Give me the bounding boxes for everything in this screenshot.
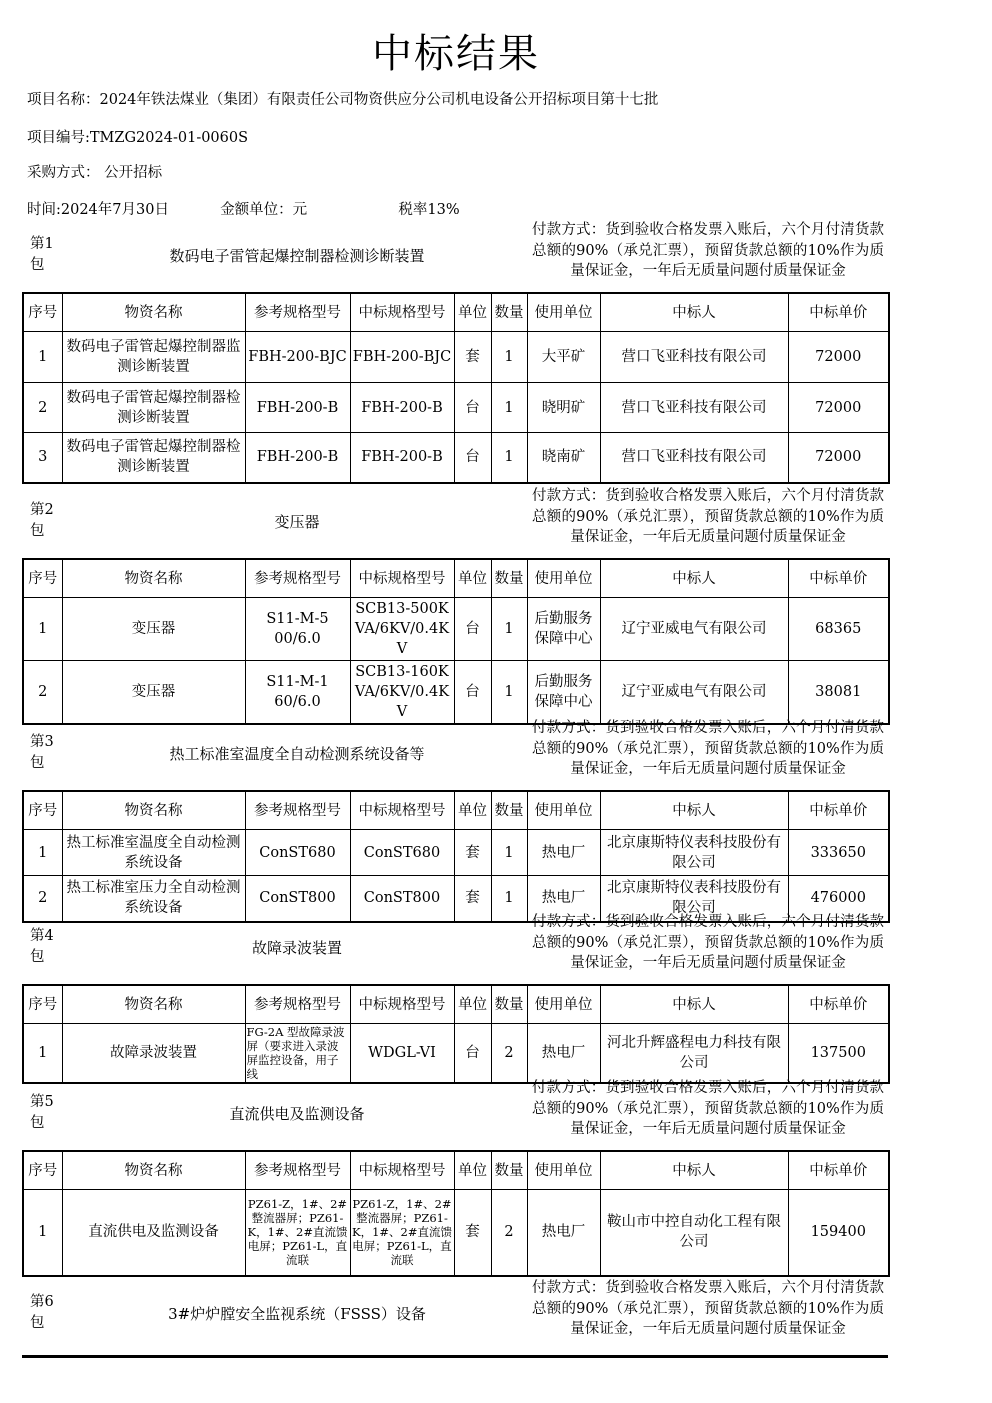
package-name: 热工标准室温度全自动检测系统设备等 [169, 745, 425, 763]
cell-ref-spec: FBH-200-B [245, 383, 350, 433]
cell-winner: 营口飞亚科技有限公司 [600, 332, 788, 383]
col-ref-spec: 参考规格型号 [245, 1151, 350, 1190]
table-row [23, 332, 889, 383]
col-ref-spec: 参考规格型号 [245, 559, 350, 598]
col-unit: 单位 [454, 985, 491, 1024]
col-name: 物资名称 [62, 985, 245, 1024]
package-number: 第2包 [30, 502, 54, 539]
col-qty: 数量 [491, 1151, 527, 1190]
package-3 [22, 720, 888, 923]
cell-qty: 1 [491, 598, 527, 661]
cell-ref-spec: ConST800 [245, 876, 350, 922]
ref-spec-text: PZ61-Z，1#、2#整流器屏；PZ61-K，1#、2#直流馈电屏；PZ61-L，直流联 [247, 1197, 348, 1268]
package-number: 第5包 [30, 1094, 54, 1131]
col-seq: 序号 [23, 293, 62, 332]
cell-seq: 1 [23, 1190, 62, 1276]
package-name: 直流供电及监测设备 [229, 1105, 365, 1123]
col-winner: 中标人 [600, 791, 788, 830]
col-ref-spec: 参考规格型号 [245, 791, 350, 830]
cell-seq: 1 [23, 598, 62, 661]
col-unit: 单位 [454, 293, 491, 332]
cell-name: 故障录波装置 [62, 1024, 245, 1083]
package-name: 数码电子雷管起爆控制器检测诊断装置 [169, 247, 425, 265]
col-price: 中标单价 [788, 791, 889, 830]
cell-name: 数码电子雷管起爆控制器监测诊断装置 [62, 332, 245, 383]
cell-price: 68365 [788, 598, 889, 661]
package-1 [22, 222, 888, 484]
cell-name: 变压器 [62, 661, 245, 724]
cell-bid-spec: FBH-200-B [350, 383, 454, 433]
cell-winner: 鞍山市中控自动化工程有限公司 [600, 1190, 788, 1276]
cell-bid-spec: WDGL-VI [350, 1024, 454, 1083]
payment-terms: 付款方式：货到验收合格发票入账后，六个月付清货款总额的90%（承兑汇票），预留货款总额的10%作为质量保证金，一年后无质量问题付质量保证金 [532, 914, 884, 971]
cell-unit: 套 [454, 332, 491, 383]
header-row [23, 791, 889, 830]
cell-winner: 辽宁亚威电气有限公司 [600, 598, 788, 661]
cell-ref-spec: FBH-200-BJC [245, 332, 350, 383]
cell-bid-spec: SCB13-500KVA/6KV/0.4KV [350, 598, 454, 661]
col-bid-spec: 中标规格型号 [350, 1151, 454, 1190]
col-bid-spec: 中标规格型号 [350, 293, 454, 332]
cell-qty: 2 [491, 1190, 527, 1276]
cell-bid-spec: FBH-200-B [350, 433, 454, 483]
cell-unit: 台 [454, 433, 491, 483]
col-bid-spec: 中标规格型号 [350, 559, 454, 598]
col-user: 使用单位 [527, 559, 600, 598]
package-table [22, 292, 890, 484]
cell-price: 72000 [788, 383, 889, 433]
cell-seq: 1 [23, 830, 62, 876]
col-unit: 单位 [454, 1151, 491, 1190]
col-user: 使用单位 [527, 985, 600, 1024]
header-row [23, 985, 889, 1024]
project-name: 项目名称：2024年铁法煤业（集团）有限责任公司物资供应分公司机电设备公开招标项目第十七批 [27, 92, 659, 108]
col-price: 中标单价 [788, 985, 889, 1024]
package-number: 第1包 [30, 236, 54, 273]
col-winner: 中标人 [600, 1151, 788, 1190]
table-row [23, 598, 889, 661]
cell-name: 数码电子雷管起爆控制器检测诊断装置 [62, 433, 245, 483]
cell-winner: 辽宁亚威电气有限公司 [600, 661, 788, 724]
cell-winner: 河北升辉盛程电力科技有限公司 [600, 1024, 788, 1083]
cell-price: 476000 [788, 876, 889, 922]
package-6 [22, 1280, 888, 1350]
cell-seq: 2 [23, 876, 62, 922]
col-winner: 中标人 [600, 293, 788, 332]
cell-winner: 北京康斯特仪表科技股份有限公司 [600, 876, 788, 922]
cell-price: 159400 [788, 1190, 889, 1276]
cell-bid-spec [350, 1190, 454, 1276]
cell-user: 后勤服务保障中心 [527, 598, 600, 661]
col-user: 使用单位 [527, 293, 600, 332]
cell-user: 后勤服务保障中心 [527, 661, 600, 724]
bid-spec-text: PZ61-Z，1#、2#整流器屏；PZ61-K，1#、2#直流馈电屏；PZ61-L，直流联 [352, 1197, 452, 1268]
cell-qty: 1 [491, 876, 527, 922]
col-seq: 序号 [23, 1151, 62, 1190]
cell-unit: 套 [454, 830, 491, 876]
cell-name: 热工标准室压力全自动检测系统设备 [62, 876, 245, 922]
cell-name: 热工标准室温度全自动检测系统设备 [62, 830, 245, 876]
col-qty: 数量 [491, 985, 527, 1024]
tax-rate: 税率13% [398, 202, 460, 218]
cell-qty: 1 [491, 830, 527, 876]
col-bid-spec: 中标规格型号 [350, 985, 454, 1024]
col-price: 中标单价 [788, 1151, 889, 1190]
header-row [23, 1151, 889, 1190]
col-name: 物资名称 [62, 791, 245, 830]
col-price: 中标单价 [788, 559, 889, 598]
cell-qty: 1 [491, 433, 527, 483]
currency-unit: 金额单位：元 [220, 202, 308, 218]
cell-ref-spec [245, 1190, 350, 1276]
cell-unit: 台 [454, 383, 491, 433]
cell-price: 38081 [788, 661, 889, 724]
cell-seq: 1 [23, 1024, 62, 1083]
package-table [22, 1150, 890, 1277]
col-bid-spec: 中标规格型号 [350, 791, 454, 830]
cell-name: 数码电子雷管起爆控制器检测诊断装置 [62, 383, 245, 433]
cell-seq: 1 [23, 332, 62, 383]
cell-bid-spec: ConST680 [350, 830, 454, 876]
payment-terms: 付款方式：货到验收合格发票入账后，六个月付清货款总额的90%（承兑汇票），预留货款总额的10%作为质量保证金，一年后无质量问题付质量保证金 [532, 1280, 884, 1337]
header-row [23, 559, 889, 598]
cell-qty: 1 [491, 383, 527, 433]
cell-ref-spec: S11-M-500/6.0 [245, 598, 350, 661]
package-table [22, 984, 890, 1084]
package-4 [22, 914, 888, 1084]
table-top-border [22, 1355, 888, 1358]
col-user: 使用单位 [527, 1151, 600, 1190]
package-table [22, 790, 890, 923]
table-row [23, 383, 889, 433]
col-qty: 数量 [491, 791, 527, 830]
package-5 [22, 1080, 888, 1277]
col-winner: 中标人 [600, 985, 788, 1024]
col-name: 物资名称 [62, 293, 245, 332]
cell-ref-spec: FBH-200-B [245, 433, 350, 483]
cell-qty: 1 [491, 661, 527, 724]
page-title: 中标结果 [372, 31, 540, 77]
ref-spec-text: FG-2A 型故障录波屏（要求进入录波屏监控设备，用子线 [246, 1024, 345, 1081]
table-row [23, 1190, 889, 1276]
cell-seq: 3 [23, 433, 62, 483]
col-name: 物资名称 [62, 1151, 245, 1190]
cell-unit: 套 [454, 1190, 491, 1276]
cell-user: 热电厂 [527, 1190, 600, 1276]
cell-winner: 营口飞亚科技有限公司 [600, 433, 788, 483]
cell-user: 晓明矿 [527, 383, 600, 433]
cell-price: 137500 [788, 1024, 889, 1083]
payment-terms: 付款方式：货到验收合格发票入账后，六个月付清货款总额的90%（承兑汇票），预留货款总额的10%作为质量保证金，一年后无质量问题付质量保证金 [532, 222, 884, 279]
table-row [23, 661, 889, 724]
cell-user: 大平矿 [527, 332, 600, 383]
cell-ref-spec: S11-M-160/6.0 [245, 661, 350, 724]
cell-user: 热电厂 [527, 830, 600, 876]
col-ref-spec: 参考规格型号 [245, 985, 350, 1024]
time-line [27, 198, 460, 219]
cell-price: 333650 [788, 830, 889, 876]
cell-user: 晓南矿 [527, 433, 600, 483]
cell-unit: 台 [454, 661, 491, 724]
cell-user: 热电厂 [527, 876, 600, 922]
col-winner: 中标人 [600, 559, 788, 598]
cell-ref-spec: ConST680 [245, 830, 350, 876]
package-2 [22, 488, 888, 725]
cell-price: 72000 [788, 332, 889, 383]
cell-qty: 1 [491, 332, 527, 383]
package-name: 3#炉炉膛安全监视系统（FSSS）设备 [168, 1305, 426, 1323]
procurement-method: 采购方式： 公开招标 [27, 165, 163, 181]
cell-name: 变压器 [62, 598, 245, 661]
col-seq: 序号 [23, 791, 62, 830]
table-row [23, 433, 889, 483]
package-name: 变压器 [274, 513, 320, 531]
project-number: 项目编号:TMZG2024-01-0060S [27, 130, 249, 146]
cell-qty: 2 [491, 1024, 527, 1083]
cell-ref-spec [245, 1024, 350, 1083]
cell-bid-spec: SCB13-160KVA/6KV/0.4KV [350, 661, 454, 724]
col-seq: 序号 [23, 985, 62, 1024]
package-table [22, 558, 890, 725]
col-qty: 数量 [491, 559, 527, 598]
col-ref-spec: 参考规格型号 [245, 293, 350, 332]
cell-name: 直流供电及监测设备 [62, 1190, 245, 1276]
cell-unit: 套 [454, 876, 491, 922]
payment-terms: 付款方式：货到验收合格发票入账后，六个月付清货款总额的90%（承兑汇票），预留货款总额的10%作为质量保证金，一年后无质量问题付质量保证金 [532, 720, 884, 777]
cell-seq: 2 [23, 661, 62, 724]
col-unit: 单位 [454, 559, 491, 598]
package-number: 第6包 [30, 1294, 54, 1331]
package-number: 第3包 [30, 734, 54, 771]
col-name: 物资名称 [62, 559, 245, 598]
cell-price: 72000 [788, 433, 889, 483]
cell-seq: 2 [23, 383, 62, 433]
date: 时间:2024年7月30日 [27, 202, 169, 218]
col-seq: 序号 [23, 559, 62, 598]
cell-bid-spec: FBH-200-BJC [350, 332, 454, 383]
header-row [23, 293, 889, 332]
cell-unit: 台 [454, 598, 491, 661]
cell-winner: 北京康斯特仪表科技股份有限公司 [600, 830, 788, 876]
col-price: 中标单价 [788, 293, 889, 332]
table-row [23, 1024, 889, 1083]
table-row [23, 830, 889, 876]
package-name: 故障录波装置 [251, 939, 342, 957]
cell-winner: 营口飞亚科技有限公司 [600, 383, 788, 433]
col-user: 使用单位 [527, 791, 600, 830]
payment-terms: 付款方式：货到验收合格发票入账后，六个月付清货款总额的90%（承兑汇票），预留货款总额的10%作为质量保证金，一年后无质量问题付质量保证金 [532, 1080, 884, 1137]
col-qty: 数量 [491, 293, 527, 332]
cell-bid-spec: ConST800 [350, 876, 454, 922]
col-unit: 单位 [454, 791, 491, 830]
cell-user: 热电厂 [527, 1024, 600, 1083]
cell-unit: 台 [454, 1024, 491, 1083]
payment-terms: 付款方式：货到验收合格发票入账后，六个月付清货款总额的90%（承兑汇票），预留货款总额的10%作为质量保证金，一年后无质量问题付质量保证金 [532, 488, 884, 545]
package-number: 第4包 [30, 928, 54, 965]
